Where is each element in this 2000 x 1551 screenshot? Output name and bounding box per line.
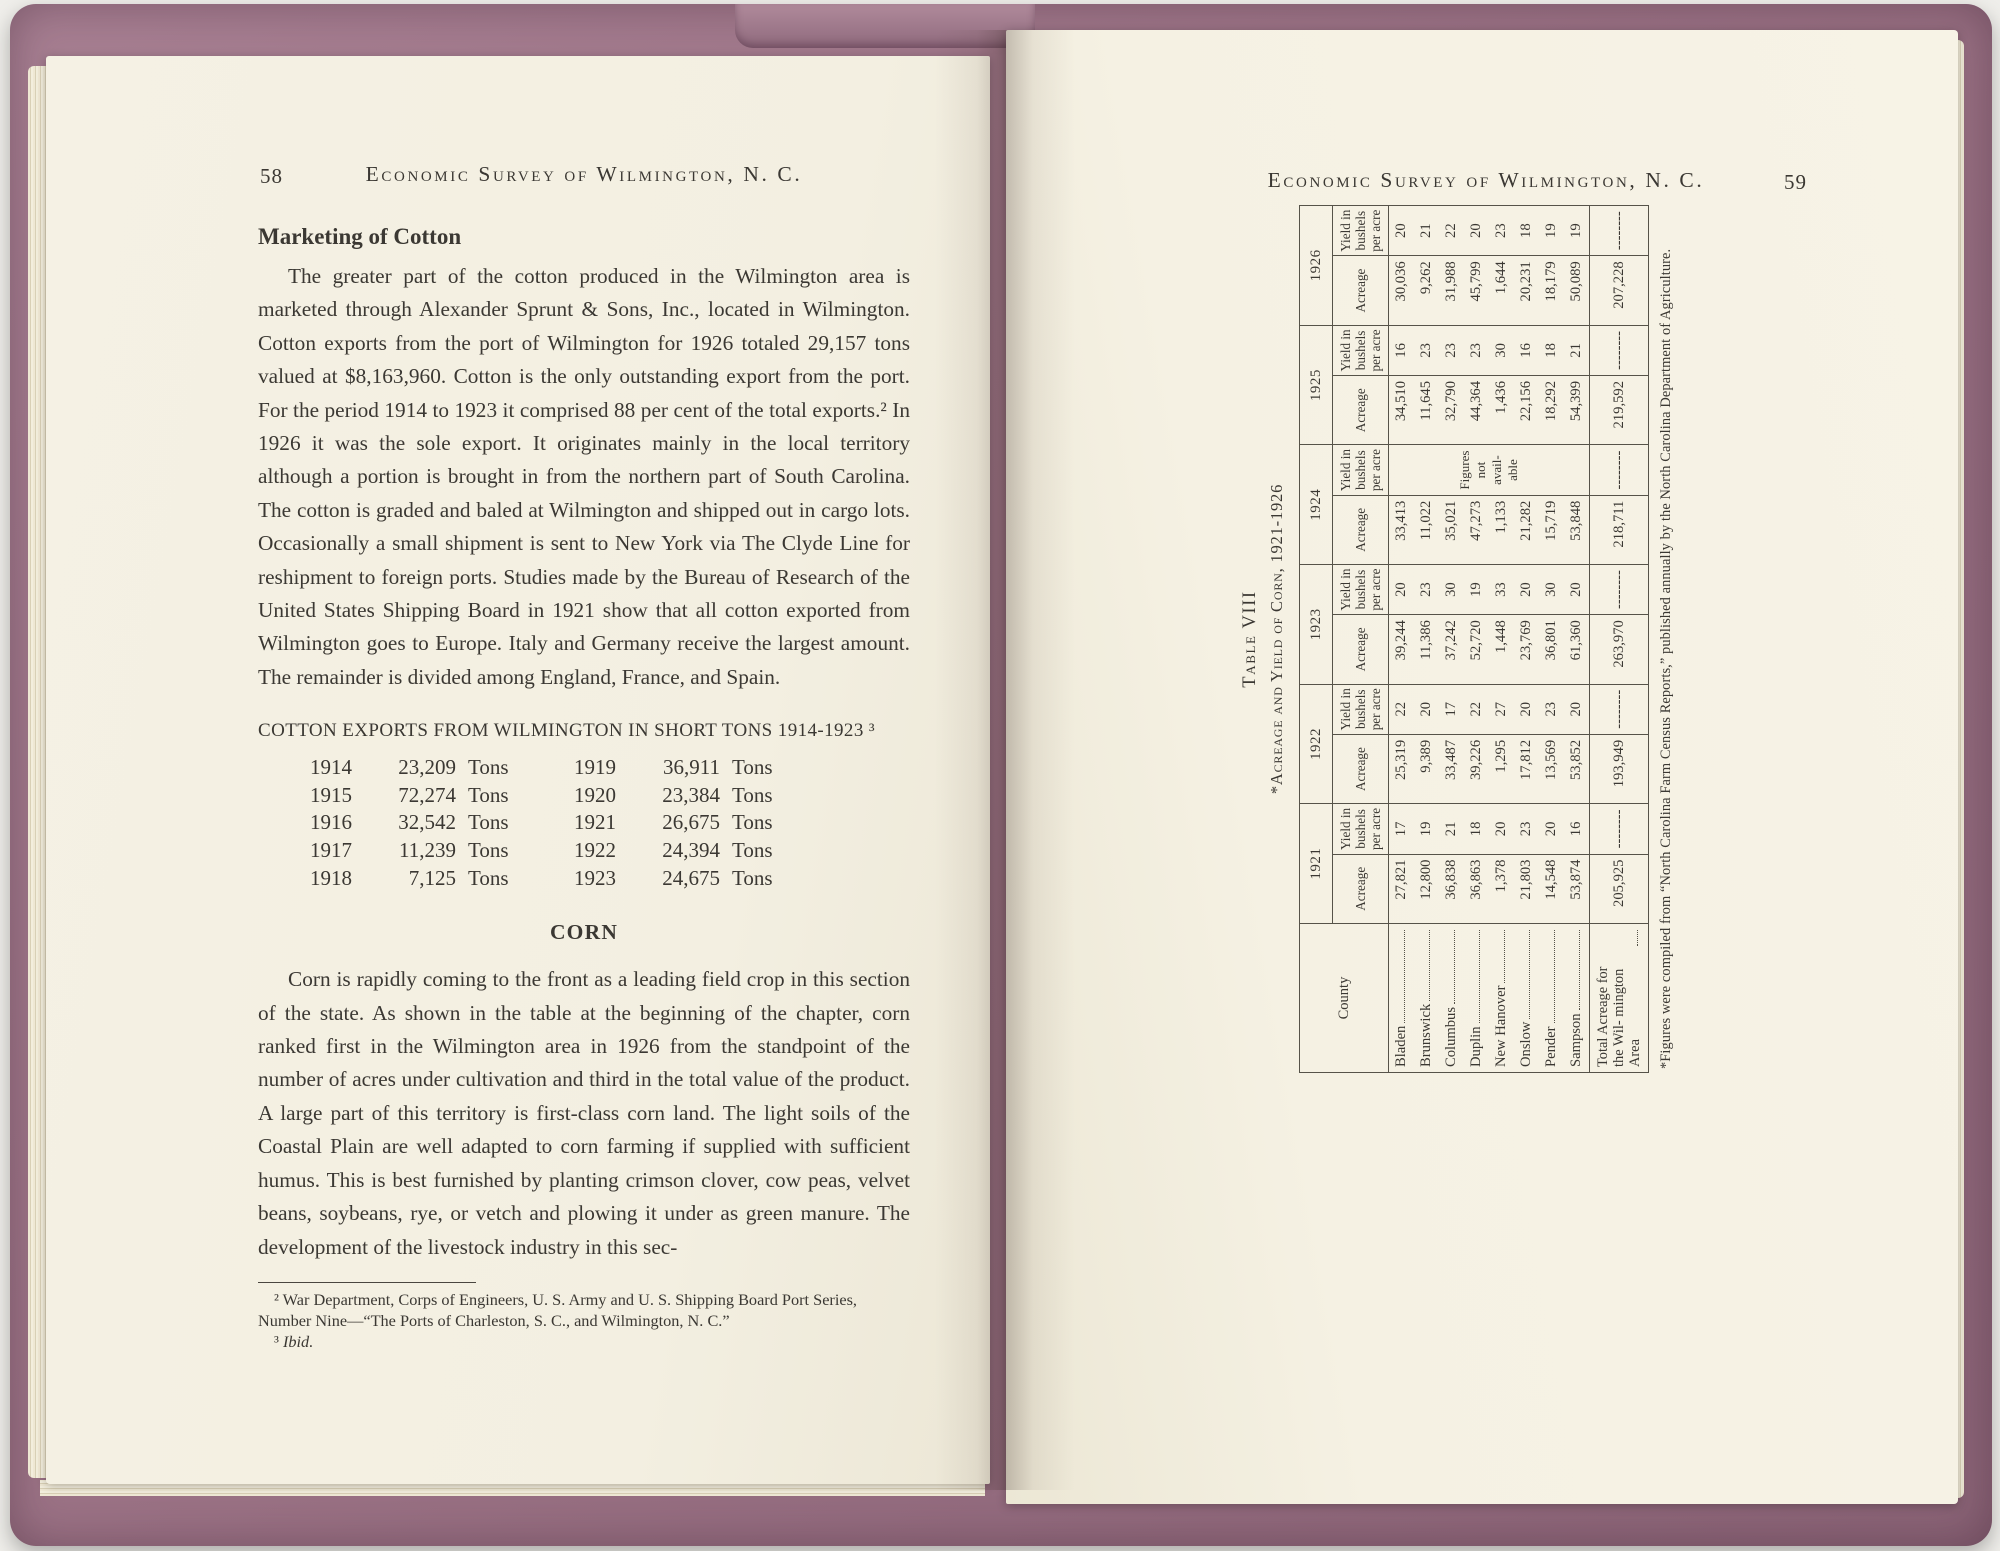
- export-year: 1917: [310, 838, 352, 863]
- tons-label: Tons: [468, 755, 509, 780]
- acreage-value-cell: 35,021: [1439, 495, 1464, 564]
- export-year: 1922: [574, 838, 616, 863]
- county-name-flex: [1568, 929, 1585, 1067]
- acreage-value-cell: 50,089: [1564, 256, 1590, 325]
- total-acreage-cell: 219,592: [1590, 376, 1649, 445]
- acreage-value-cell: 25,319: [1389, 734, 1415, 803]
- acreage-value-cell: 21,803: [1514, 854, 1539, 923]
- acreage-value-cell: 21,282: [1514, 495, 1539, 564]
- export-tons-value: 24,394: [662, 838, 720, 863]
- acreage-value-cell: 32,790: [1439, 376, 1464, 445]
- dotted-leader: [1479, 930, 1480, 1023]
- yield-value-cell: 17: [1439, 684, 1464, 734]
- acreage-value-cell: 45,799: [1464, 256, 1489, 325]
- right-page: [1006, 30, 1958, 1504]
- yield-value-cell: 22: [1389, 684, 1415, 734]
- footnotes: [258, 1282, 910, 1352]
- acreage-value-cell: 36,838: [1439, 854, 1464, 923]
- acreage-value-cell: 20,231: [1514, 256, 1539, 325]
- county-name-flex: [1393, 929, 1410, 1067]
- export-tons-value: 23,384: [662, 782, 720, 807]
- export-year: 1919: [574, 755, 616, 780]
- tons-label: Tons: [732, 755, 773, 780]
- acreage-value-cell: 33,487: [1439, 734, 1464, 803]
- tons-label: Tons: [732, 865, 773, 890]
- export-tons-value: 23,209: [398, 755, 456, 780]
- total-yield-dashes-cell: --------: [1590, 445, 1649, 495]
- dotted-leader: [1529, 930, 1530, 1019]
- acreage-subheader: Acreage: [1333, 734, 1389, 803]
- right-page-number: 59: [1784, 170, 1807, 194]
- corn-table-readable: [1240, 205, 1732, 1073]
- yield-subheader: Yield in bushels per acre: [1333, 684, 1389, 734]
- county-name-cell: [1564, 924, 1590, 1073]
- acreage-value-cell: 1,448: [1489, 615, 1514, 684]
- export-year: 1916: [310, 810, 352, 835]
- total-row: [1590, 206, 1649, 1073]
- acreage-value-cell: 36,863: [1464, 854, 1489, 923]
- acreage-value-cell: 53,852: [1564, 734, 1590, 803]
- paragraph-cotton: The greater part of the cotton produced in the Wilmington area is marketed through Alexander Sprunt & Sons, Inc., located in Wilmington. Cotton exports from the port of Wilmington for 1926 totaled 29,157 tons valued at $8,163,960. Cotton is the only outstanding export from the port. For the period 1914 to 1923 it comprised 88 per cent of the total exports.² In 1926 it was the sole export. It originates mainly in the local territory although a portion is brought in from the northern part of South Carolina. The cotton is graded and baled at Wilmington and shipped out in cargo lots. Occasionally a small shipment is sent to New York via The Clyde Line for reshipment to foreign ports. Studies made by the Bureau of Research of the United States Shipping Board in 1921 show that all cotton exported from Wilmington goes to Europe. Italy and Germany receive the largest amount. The remainder is divided among England, France, and Spain.: [258, 264, 910, 689]
- yield-value-cell: 23: [1414, 325, 1439, 375]
- column-spacer: [530, 837, 574, 865]
- footnote-3-marker: ³: [274, 1331, 279, 1351]
- yield-value-cell: 20: [1389, 206, 1415, 256]
- export-tons-value: 11,239: [399, 838, 456, 863]
- county-row: [1389, 206, 1415, 1073]
- yield-value-cell: 16: [1514, 325, 1539, 375]
- acreage-value-cell: 44,364: [1464, 376, 1489, 445]
- corn-acreage-yield-table: [1299, 205, 1649, 1073]
- county-name: Bladen: [1393, 1025, 1409, 1067]
- export-tons-value: 32,542: [398, 810, 456, 835]
- county-name: Sampson: [1568, 1013, 1584, 1067]
- yield-value-cell: 23: [1464, 325, 1489, 375]
- acreage-value-cell: 12,800: [1414, 854, 1439, 923]
- left-page-number: 58: [260, 164, 283, 188]
- year-header: 1921: [1300, 804, 1333, 924]
- yield-subheader: Yield in bushels per acre: [1333, 206, 1389, 256]
- acreage-value-cell: 11,645: [1414, 376, 1439, 445]
- year-header: 1922: [1300, 684, 1333, 804]
- yield-subheader: Yield in bushels per acre: [1333, 804, 1389, 854]
- acreage-value-cell: 1,436: [1489, 376, 1514, 445]
- column-spacer: [530, 754, 574, 782]
- total-yield-dashes-cell: --------: [1590, 684, 1649, 734]
- county-name: Columbus: [1443, 1006, 1459, 1067]
- county-name-cell: [1389, 924, 1415, 1073]
- column-spacer: [530, 782, 574, 810]
- total-label-cell: [1590, 924, 1649, 1073]
- corn-header-row-years: [1300, 206, 1333, 1073]
- acreage-value-cell: 47,273: [1464, 495, 1489, 564]
- acreage-value-cell: 27,821: [1389, 854, 1415, 923]
- county-name: Pender: [1543, 1026, 1559, 1067]
- column-spacer: [530, 809, 574, 837]
- footnote-2: ² War Department, Corps of Engineers, U. S. Army and U. S. Shipping Board Port Series, Number Nine—“The Ports of Charleston, S. C., and Wilmington, N. C.”: [258, 1289, 857, 1330]
- acreage-subheader: Acreage: [1333, 615, 1389, 684]
- county-name-flex: [1418, 929, 1435, 1067]
- dotted-leader: [1454, 930, 1455, 1004]
- tons-label: Tons: [468, 782, 509, 807]
- acreage-value-cell: 9,389: [1414, 734, 1439, 803]
- acreage-value-cell: 54,399: [1564, 376, 1590, 445]
- total-yield-dashes-cell: --------: [1590, 564, 1649, 614]
- export-tons-value: 72,274: [398, 782, 456, 807]
- acreage-value-cell: 17,812: [1514, 734, 1539, 803]
- yield-value-cell: 20: [1464, 206, 1489, 256]
- year-header: 1923: [1300, 564, 1333, 684]
- year-header: 1924: [1300, 445, 1333, 565]
- export-tons-value: 36,911: [663, 755, 720, 780]
- dotted-leader: [1429, 930, 1430, 1001]
- total-label-flex: [1595, 929, 1643, 1067]
- total-yield-dashes-cell: --------: [1590, 206, 1649, 256]
- county-column-header: County: [1300, 924, 1389, 1073]
- acreage-value-cell: 18,179: [1539, 256, 1564, 325]
- left-running-head: Economic Survey of Wilmington, N. C.: [365, 162, 803, 186]
- acreage-value-cell: 1,295: [1489, 734, 1514, 803]
- yield-value-cell: 23: [1539, 684, 1564, 734]
- section-heading-corn: CORN: [549, 920, 619, 945]
- yield-value-cell: 30: [1489, 325, 1514, 375]
- total-acreage-cell: 193,949: [1590, 734, 1649, 803]
- dotted-leader: [1404, 930, 1405, 1023]
- total-acreage-cell: 263,970: [1590, 615, 1649, 684]
- dotted-leader: [1579, 930, 1580, 1010]
- acreage-value-cell: 52,720: [1464, 615, 1489, 684]
- export-year: 1914: [310, 755, 352, 780]
- export-year: 1923: [574, 865, 616, 890]
- yield-value-cell: 30: [1439, 564, 1464, 614]
- county-name-cell: [1539, 924, 1564, 1073]
- county-row: [1489, 206, 1514, 1073]
- total-acreage-cell: 218,711: [1590, 495, 1649, 564]
- yield-subheader: Yield in bushels per acre: [1333, 564, 1389, 614]
- table-viii-label: Table VIII: [1240, 590, 1260, 688]
- acreage-value-cell: 1,133: [1489, 495, 1514, 564]
- county-name-cell: [1439, 924, 1464, 1073]
- county-row: [1539, 206, 1564, 1073]
- left-page-header: [258, 162, 910, 192]
- yield-value-cell: 16: [1389, 325, 1415, 375]
- cotton-exports-caption: COTTON EXPORTS FROM WILMINGTON IN SHORT TONS 1914-1923 ³: [258, 720, 875, 742]
- acreage-value-cell: 1,644: [1489, 256, 1514, 325]
- corn-table-head: [1300, 206, 1389, 1073]
- year-header: 1926: [1300, 206, 1333, 326]
- acreage-value-cell: 36,801: [1539, 615, 1564, 684]
- yield-value-cell: 20: [1539, 804, 1564, 854]
- county-name: Onslow: [1518, 1021, 1534, 1067]
- dotted-leader: [1637, 930, 1638, 946]
- export-year: 1918: [310, 865, 352, 890]
- county-row: [1564, 206, 1590, 1073]
- tons-label: Tons: [468, 838, 509, 863]
- yield-value-cell: 16: [1564, 804, 1590, 854]
- yield-value-cell: 23: [1514, 804, 1539, 854]
- paragraph-corn: Corn is rapidly coming to the front as a leading field crop in this section of the state. As shown in the table at the beginning of the chapter, corn ranked first in the Wilmington area in 1926 from the standpoint of the number of acres under cultivation and third in the total value of the product. A large part of this territory is first-class corn land. The light soils of the Coastal Plain are well adapted to corn farming if supplied with sufficient humus. This is best furnished by planting crimson clover, cow peas, velvet beans, soybeans, rye, or vetch and plowing it under as green manure. The development of the livestock industry in this sec-: [258, 967, 910, 1259]
- column-spacer: [530, 865, 574, 893]
- yield-value-cell: 17: [1389, 804, 1415, 854]
- yield-value-cell: 19: [1464, 564, 1489, 614]
- export-year: 1921: [574, 810, 616, 835]
- footnote-rule: [258, 1282, 476, 1283]
- county-name-flex: [1493, 929, 1510, 1067]
- acreage-value-cell: 13,569: [1539, 734, 1564, 803]
- county-name: Duplin: [1468, 1026, 1484, 1067]
- acreage-value-cell: 11,022: [1414, 495, 1439, 564]
- yield-value-cell: 20: [1564, 684, 1590, 734]
- section-heading-marketing-of-cotton: Marketing of Cotton: [258, 224, 462, 249]
- yield-value-cell: 20: [1389, 564, 1415, 614]
- footnote-3: [258, 1332, 910, 1353]
- yield-value-cell: 33: [1489, 564, 1514, 614]
- acreage-value-cell: 39,226: [1464, 734, 1489, 803]
- total-label: Total Acreage for the Wil- mington Area: [1595, 966, 1643, 1067]
- yield-value-cell: 20: [1414, 684, 1439, 734]
- tons-label: Tons: [468, 865, 509, 890]
- export-year: 1920: [574, 782, 616, 807]
- left-page-content: [258, 162, 910, 1352]
- year-header: 1925: [1300, 325, 1333, 445]
- dotted-leader: [1504, 930, 1505, 983]
- county-name-cell: [1514, 924, 1539, 1073]
- corn-table-rotated-block: [1240, 205, 1732, 1073]
- book-spine: [735, 4, 1035, 48]
- corn-table-footnote: *Figures were compiled from “North Carolina Farm Census Reports,” published annually by the North Carolina Department of Agriculture.: [1658, 248, 1674, 1069]
- figures-not-available-note: Figures not avail- able: [1389, 445, 1590, 495]
- acreage-subheader: Acreage: [1333, 376, 1389, 445]
- acreage-value-cell: 53,874: [1564, 854, 1590, 923]
- county-row: [1514, 206, 1539, 1073]
- yield-value-cell: 19: [1564, 206, 1590, 256]
- acreage-value-cell: 18,292: [1539, 376, 1564, 445]
- acreage-value-cell: 15,719: [1539, 495, 1564, 564]
- yield-value-cell: 21: [1414, 206, 1439, 256]
- county-row: [1464, 206, 1489, 1073]
- acreage-value-cell: 30,036: [1389, 256, 1415, 325]
- yield-value-cell: 30: [1539, 564, 1564, 614]
- county-name-flex: [1518, 929, 1535, 1067]
- yield-value-cell: 23: [1489, 206, 1514, 256]
- county-row: [1414, 206, 1439, 1073]
- county-name-flex: [1443, 929, 1460, 1067]
- acreage-subheader: Acreage: [1333, 854, 1389, 923]
- yield-value-cell: 20: [1489, 804, 1514, 854]
- yield-value-cell: 20: [1514, 684, 1539, 734]
- tons-label: Tons: [732, 810, 773, 835]
- yield-value-cell: 22: [1464, 684, 1489, 734]
- yield-value-cell: 23: [1439, 325, 1464, 375]
- county-name-flex: [1543, 929, 1560, 1067]
- tons-label: Tons: [732, 838, 773, 863]
- acreage-subheader: Acreage: [1333, 495, 1389, 564]
- yield-value-cell: 19: [1539, 206, 1564, 256]
- dotted-leader: [1554, 930, 1555, 1023]
- corn-table-body: [1389, 206, 1649, 1073]
- yield-value-cell: 22: [1439, 206, 1464, 256]
- acreage-value-cell: 14,548: [1539, 854, 1564, 923]
- total-yield-dashes-cell: --------: [1590, 325, 1649, 375]
- county-name-cell: [1414, 924, 1439, 1073]
- county-name: New Hanover: [1493, 985, 1509, 1067]
- tons-label: Tons: [468, 810, 509, 835]
- right-running-head: Economic Survey of Wilmington, N. C.: [1267, 168, 1705, 192]
- export-tons-value: 26,675: [662, 810, 720, 835]
- acreage-value-cell: 23,769: [1514, 615, 1539, 684]
- total-yield-dashes-cell: --------: [1590, 804, 1649, 854]
- county-name-cell: [1489, 924, 1514, 1073]
- yield-value-cell: 18: [1464, 804, 1489, 854]
- acreage-value-cell: 37,242: [1439, 615, 1464, 684]
- county-name-cell: [1464, 924, 1489, 1073]
- export-year: 1915: [310, 782, 352, 807]
- acreage-value-cell: 11,386: [1414, 615, 1439, 684]
- export-tons-value: 7,125: [408, 865, 456, 890]
- yield-subheader: Yield in bushels per acre: [1333, 445, 1389, 495]
- yield-value-cell: 20: [1514, 564, 1539, 614]
- acreage-value-cell: 39,244: [1389, 615, 1415, 684]
- county-name-flex: [1468, 929, 1485, 1067]
- acreage-value-cell: 61,360: [1564, 615, 1590, 684]
- acreage-subheader: Acreage: [1333, 256, 1389, 325]
- acreage-value-cell: 9,262: [1414, 256, 1439, 325]
- total-acreage-cell: 205,925: [1590, 854, 1649, 923]
- tons-label: Tons: [732, 782, 773, 807]
- acreage-value-cell: 53,848: [1564, 495, 1590, 564]
- export-tons-value: 24,675: [662, 865, 720, 890]
- acreage-value-cell: 1,378: [1489, 854, 1514, 923]
- yield-value-cell: 23: [1414, 564, 1439, 614]
- yield-value-cell: 27: [1489, 684, 1514, 734]
- county-row: [1439, 206, 1464, 1073]
- yield-subheader: Yield in bushels per acre: [1333, 325, 1389, 375]
- acreage-value-cell: 31,988: [1439, 256, 1464, 325]
- left-page: [46, 56, 990, 1484]
- corn-table-title: *Acreage and Yield of Corn, 1921-1926: [1267, 483, 1286, 795]
- yield-value-cell: 21: [1564, 325, 1590, 375]
- yield-value-cell: 21: [1439, 804, 1464, 854]
- acreage-value-cell: 22,156: [1514, 376, 1539, 445]
- yield-value-cell: 18: [1514, 206, 1539, 256]
- cotton-exports-grid: [310, 754, 910, 892]
- county-name: Brunswick: [1418, 1003, 1434, 1067]
- footnote-3-text: Ibid.: [282, 1331, 314, 1351]
- acreage-value-cell: 33,413: [1389, 495, 1415, 564]
- yield-value-cell: 20: [1564, 564, 1590, 614]
- acreage-value-cell: 34,510: [1389, 376, 1415, 445]
- total-acreage-cell: 207,228: [1590, 256, 1649, 325]
- yield-value-cell: 18: [1539, 325, 1564, 375]
- yield-value-cell: 19: [1414, 804, 1439, 854]
